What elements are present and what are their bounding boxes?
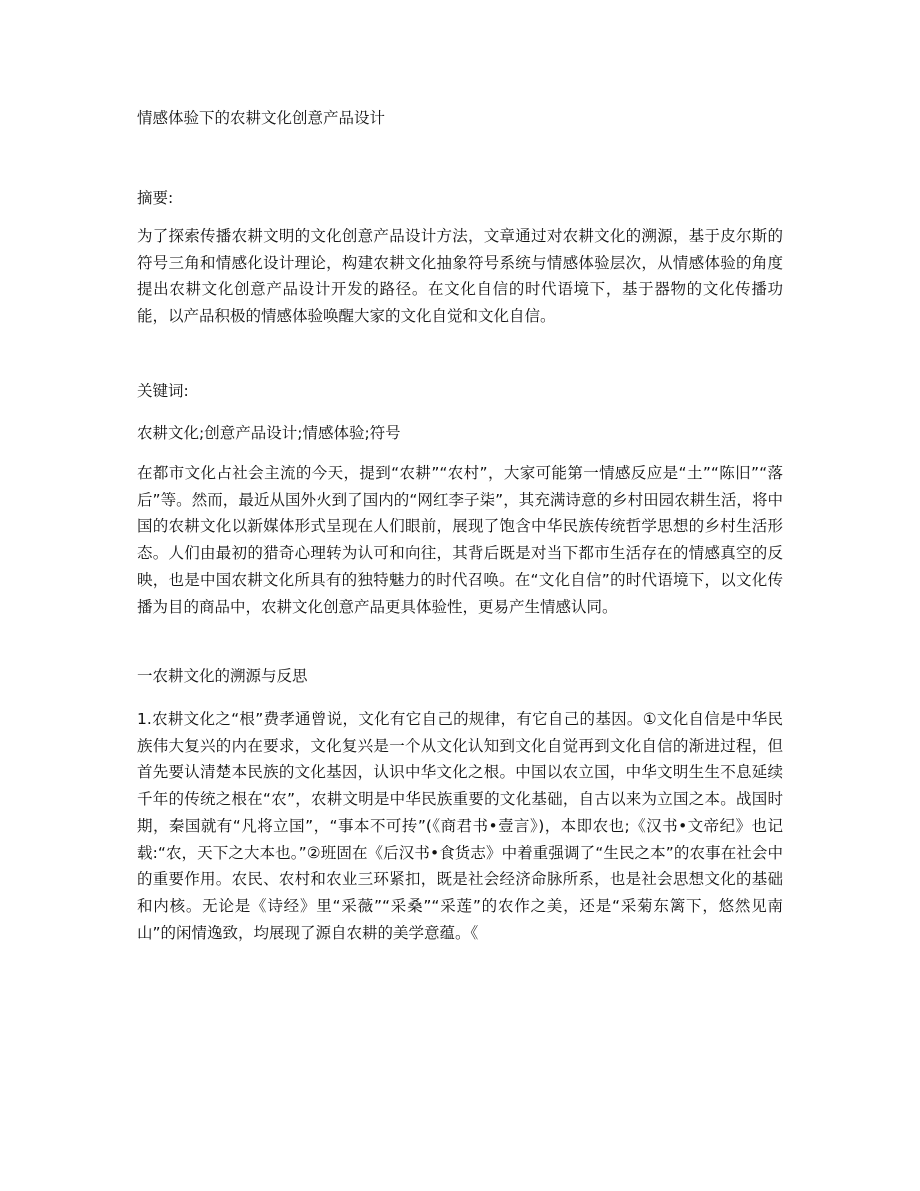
abstract-label: 摘要: <box>137 189 174 207</box>
section-heading: 一农耕文化的溯源与反思 <box>137 667 308 685</box>
keywords-label: 关键词: <box>137 382 189 400</box>
keywords-text: 农耕文化;创意产品设计;情感体验;符号 <box>137 424 401 442</box>
abstract-text: 为了探索传播农耕文明的文化创意产品设计方法，文章通过对农耕文化的溯源，基于皮尔斯的符号三角和情感化设计理论，构建农耕文化抽象符号系统与情感体验层次，从情感体验的角度提出农耕文化创意产品设计开发的路径。在文化自信的时代语境下，基于器物的文化传播功能，以产品积极的情感体验唤醒大家的文化自觉和文化自信。 <box>137 227 783 326</box>
document-title: 情感体验下的农耕文化创意产品设计 <box>137 109 386 127</box>
intro-paragraph: 在都市文化占社会主流的今天，提到“农耕”“农村”，大家可能第一情感反应是“土”“陈旧”“落后”等。然而，最近从国外火到了国内的“网红李子柒”，其充满诗意的乡村田园农耕生活，将中国的农耕文化以新媒体形式呈现在人们眼前，展现了饱含中华民族传统哲学思想的乡村生活形态。人们由最初的猎奇心理转为认可和向往，其背后既是对当下都市生活存在的情感真空的反映，也是中国农耕文化所具有的独特魅力的时代召唤。在“文化自信”的时代语境下，以文化传播为目的商品中，农耕文化创意产品更具体验性，更易产生情感认同。 <box>137 464 783 616</box>
body-paragraph: 1.农耕文化之“根”费孝通曾说，文化有它自己的规律，有它自己的基因。①文化自信是中华民族伟大复兴的内在要求，文化复兴是一个从文化认知到文化自觉再到文化自信的渐进过程，但首先要认清楚本民族的文化基因，认识中华文化之根。中国以农立国，中华文明生生不息延续千年的传统之根在“农”，农耕文明是中华民族重要的文化基础，自古以来为立国之本。战国时期，秦国就有“凡将立国”，“事本不可抟”(《商君书•壹言》)，本即农也;《汉书•文帝纪》也记载:“农，天下之大本也。”②班固在《后汉书•食货志》中着重强调了“生民之本”的农事在社会中的重要作用。农民、农村和农业三环紧扣，既是社会经济命脉所系，也是社会思想文化的基础和内核。无论是《诗经》里“采薇”“采桑”“采莲”的农作之美，还是“采菊东篱下，悠然见南山”的闲情逸致，均展现了源自农耕的美学意蕴。《 <box>137 710 783 942</box>
